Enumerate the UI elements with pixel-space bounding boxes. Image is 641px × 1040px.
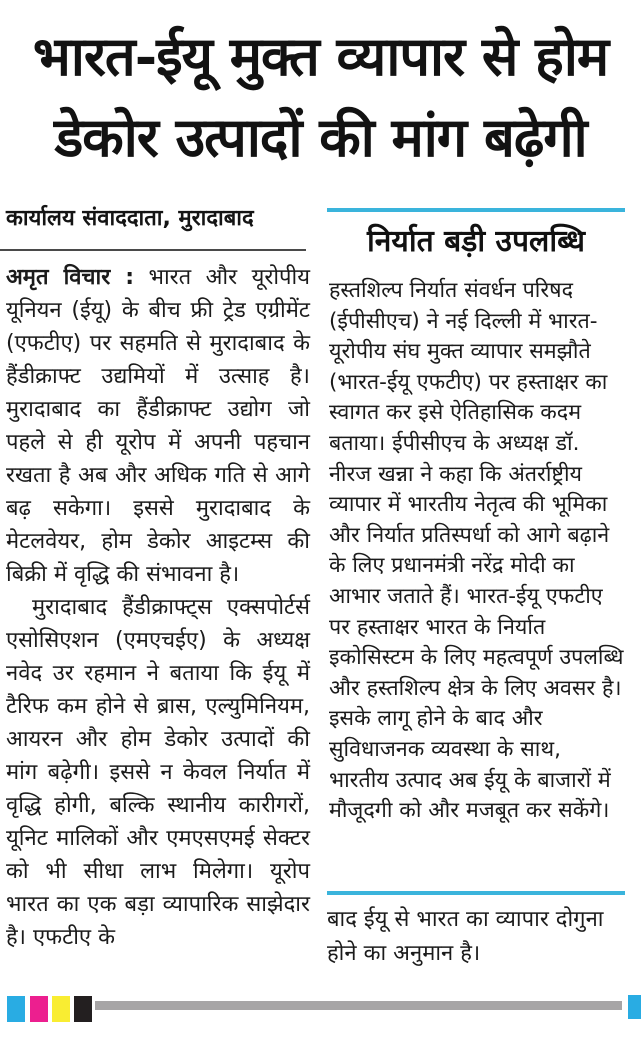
article-paragraph-1-text: भारत और यूरोपीय यूनियन (ईयू) के बीच फ्री ट्रेड एग्रीमेंट (एफटीए) पर सहमति से मुरादाबाद के हैंडीक्राफ्ट उद्यमियों में उत्साह है। मुरादाबाद का हैंडीक्राफ्ट उद्योग जो पहले से ही यूरोप में अपनी पहचान रखता है अब और अधिक गति से आगे बढ़ सकेगा। इससे मुरादाबाद के मेटलवेयर, होम डेकोर आइटम्स की बिक्री में वृद्धि की संभावना है। xyxy=(6,265,310,587)
article-paragraph-1 xyxy=(6,261,310,591)
right-edge-cyan-mark xyxy=(628,995,641,1019)
headline-line-1: भारत-ईयू मुक्त व्यापार से होम xyxy=(32,24,609,88)
article-headline xyxy=(4,16,637,178)
article-continuation: बाद ईयू से भारत का व्यापार दोगुना होने का अनुमान है। xyxy=(327,907,604,966)
article-lead-in: अमृत विचार : xyxy=(6,265,135,290)
sidebar-bottom-rule xyxy=(327,891,625,895)
sidebar-top-rule xyxy=(327,208,625,212)
sidebar-body-text: हस्तशिल्प निर्यात संवर्धन परिषद (ईपीसीएच) ने नई दिल्ली में भारत-यूरोपीय संघ मुक्त व्यापार समझौते (भारत-ईयू एफटीए) पर हस्ताक्षर का स्वागत कर इसे ऐतिहासिक कदम बताया। ईपीसीएच के अध्यक्ष डॉ. नीरज खन्ना ने कहा कि अंतर्राष्ट्रीय व्यापार में भारतीय नेतृत्व की भूमिका और निर्यात प्रतिस्पर्धा को आगे बढ़ाने के लिए प्रधानमंत्री नरेंद्र मोदी का आभार जताते हैं। भारत-ईयू एफटीए पर हस्ताक्षर भारत के निर्यात इकोसिस्टम के लिए महत्वपूर्ण उपलब्धि और हस्तशिल्प क्षेत्र के लिए अवसर है। इसके लागू होने के बाद और सुविधाजनक व्यवस्था के साथ, भारतीय उत्पाद अब ईयू के बाजारों में मौजूदगी को और मजबूत कर सकेंगे। xyxy=(329,278,624,824)
headline-line-2: डेकोर उत्पादों की मांग बढ़ेगी xyxy=(54,105,587,169)
byline-divider xyxy=(0,249,306,251)
gray-separator-bar xyxy=(95,1001,622,1010)
magenta-swatch xyxy=(30,996,48,1022)
article-body-left-column xyxy=(6,261,310,954)
yellow-swatch xyxy=(52,996,70,1022)
cyan-swatch xyxy=(7,996,25,1022)
sidebar-heading: निर्यात बड़ी उपलब्धि xyxy=(367,224,585,259)
black-swatch xyxy=(74,996,92,1022)
article-paragraph-2: मुरादाबाद हैंडीक्राफ्ट्स एक्सपोर्टर्स एसोसिएशन (एमएचईए) के अध्यक्ष नवेद उर रहमान ने बताया कि ईयू में टैरिफ कम होने से ब्रास, एल्युमिनियम, आयरन और होम डेकोर उत्पादों की मांग बढ़ेगी। इससे न केवल निर्यात में वृद्धि होगी, बल्कि स्थानीय कारीगरों, यूनिट मालिकों और एमएसएमई सेक्टर को भी सीधा लाभ मिलेगा। यूरोप भारत का एक बड़ा व्यापारिक साझेदार है। एफटीए के xyxy=(6,595,310,950)
byline: कार्यालय संवाददाता, मुरादाबाद xyxy=(6,206,254,231)
